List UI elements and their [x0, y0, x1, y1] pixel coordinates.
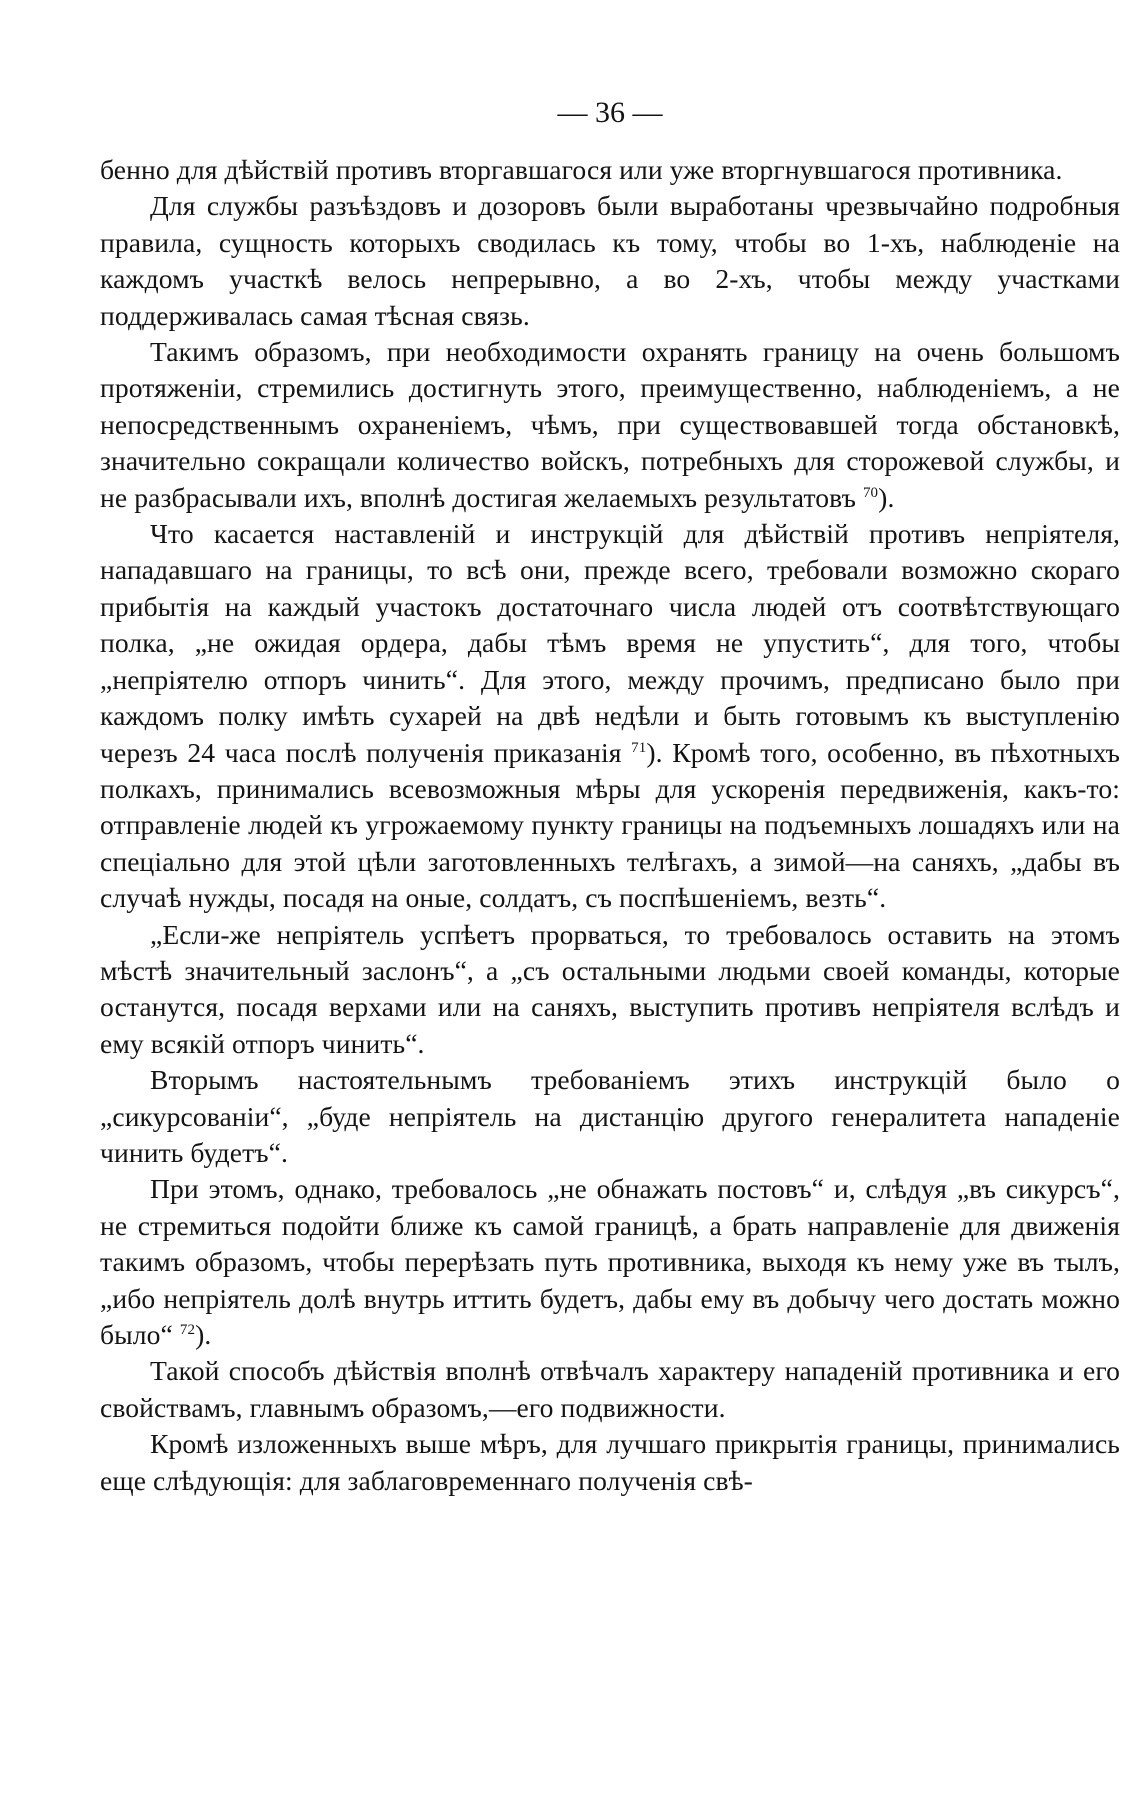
paragraph — [100, 334, 1120, 516]
paragraph — [100, 516, 1120, 916]
paragraph-tail: ). — [878, 481, 895, 513]
paragraph-text: Что касается наставленій и инструкцій для дѣйствій противъ непріятеля, нападавшаго на границы, то всѣ они, прежде всего, требовали возможно скораго прибытія на каждый участокъ достаточнаго числа людей отъ соотвѣтствующаго полка, „не ожидая ордера, дабы тѣмъ время не упустить“, для того, чтобы „непріятелю отпоръ чинить“. Для этого, между прочимъ, предписано было при каждомъ полку имѣть сухарей на двѣ недѣли и быть готовымъ къ выступленію черезъ 24 часа послѣ полученія приказанія — [100, 518, 1120, 768]
paragraph-text: „Если-же непріятель успѣетъ прорваться, то требовалось оставить на этомъ мѣстѣ значительный заслонъ“, а „съ остальными людьми своей команды, которые останутся, посадя верхами или на саняхъ, выступить противъ непріятеля вслѣдъ и ему всякій отпоръ чинить“. — [100, 918, 1120, 1059]
paragraph-text: Такой способъ дѣйствія вполнѣ отвѣчалъ характеру нападеній противника и его свойствамъ, главнымъ образомъ,—его подвижности. — [100, 1355, 1120, 1423]
paragraph — [100, 1171, 1120, 1353]
footnote-ref: 71 — [631, 739, 647, 756]
paragraph-text: При этомъ, однако, требовалось „не обнажать постовъ“ и, слѣдуя „въ сикурсъ“, не стремиться подойти ближе къ самой границѣ, а брать направленіе для движенія такимъ образомъ, чтобы перерѣзать путь противника, выходя къ нему уже въ тылъ, „ибо непріятель долѣ внутрь иттить будетъ, дабы ему въ добычу чего достать можно было“ — [100, 1173, 1120, 1350]
paragraph — [100, 1353, 1120, 1426]
paragraph-text: Такимъ образомъ, при необходимости охранять границу на очень большомъ протяженіи, стремились достигнуть этого, преимущественно, наблюденіемъ, а не непосредственнымъ охраненіемъ, чѣмъ, при существовавшей тогда обстановкѣ, значительно сокращали количество войскъ, потребныхъ для сторожевой службы, и не разбрасывали ихъ, вполнѣ достигая желаемыхъ результатовъ — [100, 336, 1120, 513]
paragraph — [100, 1426, 1120, 1499]
paragraph — [100, 152, 1120, 188]
paragraph-text: бенно для дѣйствій противъ вторгавшагося или уже вторгнувшагося противника. — [100, 154, 1063, 185]
footnote-ref: 72 — [179, 1321, 196, 1338]
paragraph — [100, 188, 1120, 334]
paragraph-tail: ). Кромѣ того, особенно, въ пѣхотныхъ полкахъ, принимались всевозможныя мѣры для ускоренія передвиженія, какъ-то: отправленіе людей къ угрожаемому пункту границы на подъемныхъ лошадяхъ или на спеціально для этой цѣли заготовленныхъ телѣгахъ, а зимой—на саняхъ, „дабы въ случаѣ нужды, посадя на оные, солдатъ, съ поспѣшеніемъ, везть“. — [100, 736, 1120, 914]
paragraph-text: Кромѣ изложенныхъ выше мѣръ, для лучшаго прикрытія границы, принимались еще слѣдующія: для заблаговременнаго полученія свѣ- — [100, 1428, 1120, 1496]
paragraph — [100, 1062, 1120, 1171]
body-text — [100, 152, 1120, 1499]
paragraph-text: Вторымъ настоятельнымъ требованіемъ этихъ инструкцій было о „сикурсованіи“, „буде непріятель на дистанцію другого генералитета нападеніе чинить будетъ“. — [100, 1064, 1120, 1168]
paragraph — [100, 917, 1120, 1063]
page-number: — 36 — — [557, 96, 663, 129]
paragraph-text: Для службы разъѣздовъ и дозоровъ были выработаны чрезвычайно подробныя правила, сущность которыхъ сводилась къ тому, чтобы во 1-хъ, наблюденіе на каждомъ участкѣ велось непрерывно, а во 2-хъ, чтобы между участками поддерживалась самая тѣсная связь. — [100, 190, 1120, 331]
paragraph-tail: ). — [195, 1319, 212, 1350]
footnote-ref: 70 — [862, 484, 879, 501]
